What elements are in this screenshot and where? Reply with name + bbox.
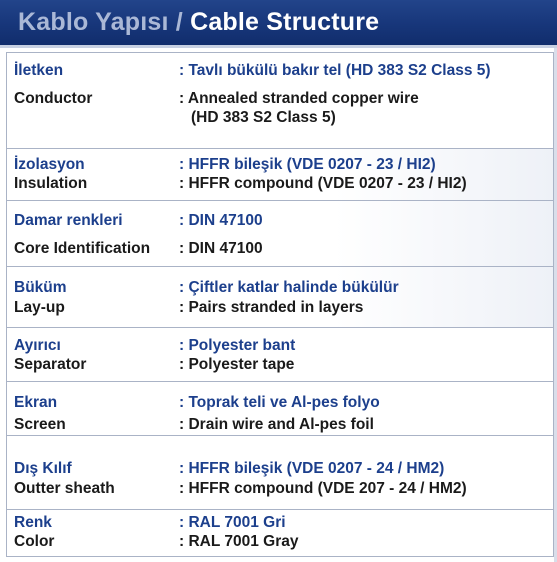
spec-row-insulation [7,149,553,201]
value-en: : HFFR compound (VDE 0207 - 23 / HI2) [179,175,467,192]
value-tr: : Polyester bant [179,337,296,354]
title-english: Cable Structure [190,8,380,36]
title-bar [0,0,557,48]
value-tr: : HFFR bileşik (VDE 0207 - 24 / HM2) [179,460,445,477]
value-en: : Polyester tape [179,356,295,373]
spec-row-outer-sheath [7,436,553,510]
spec-row-separator [7,328,553,382]
label-tr: Damar renkleri [14,212,123,229]
label-tr: Ayırıcı [14,337,61,354]
label-tr: Ekran [14,394,58,411]
value-tr: : Toprak teli ve Al-pes folyo [179,394,380,411]
value-en: : RAL 7001 Gray [179,533,299,550]
spec-row-conductor [7,53,553,149]
value-en: : Drain wire and Al-pes foil [179,416,374,433]
value-tr: : DIN 47100 [179,212,263,229]
label-en: Lay-up [14,299,65,316]
value-tr: : Tavlı bükülü bakır tel (HD 383 S2 Class 5) [179,62,491,79]
spec-row-color [7,510,553,556]
label-en: Screen [14,416,66,433]
value-en: : HFFR compound (VDE 207 - 24 / HM2) [179,480,467,497]
value-en: : DIN 47100 [179,240,263,257]
label-tr: İletken [14,62,64,79]
label-en: Core Identification [14,240,151,257]
label-en: Color [14,533,55,550]
label-tr: Büküm [14,279,67,296]
title-turkish: Kablo Yapısı [18,8,169,36]
label-en: Insulation [14,175,88,192]
label-en: Outter sheath [14,480,115,497]
spec-row-core-identification [7,201,553,267]
title-separator: / [175,8,183,36]
label-en: Separator [14,356,87,373]
spec-row-screen [7,382,553,436]
value-tr: : RAL 7001 Gri [179,514,286,531]
value-en: : Pairs stranded in layers [179,299,364,316]
label-en: Conductor [14,90,93,107]
value-tr: : HFFR bileşik (VDE 0207 - 23 / HI2) [179,156,436,173]
label-tr: Dış Kılıf [14,460,72,477]
label-tr: Renk [14,514,52,531]
label-tr: İzolasyon [14,156,85,173]
value-tr: : Çiftler katlar halinde bükülür [179,279,399,296]
spec-table [6,52,554,557]
spec-row-lay-up [7,267,553,328]
value-en-continued: (HD 383 S2 Class 5) [191,109,336,126]
value-en: : Annealed stranded copper wire [179,90,419,107]
page-title [18,8,379,37]
